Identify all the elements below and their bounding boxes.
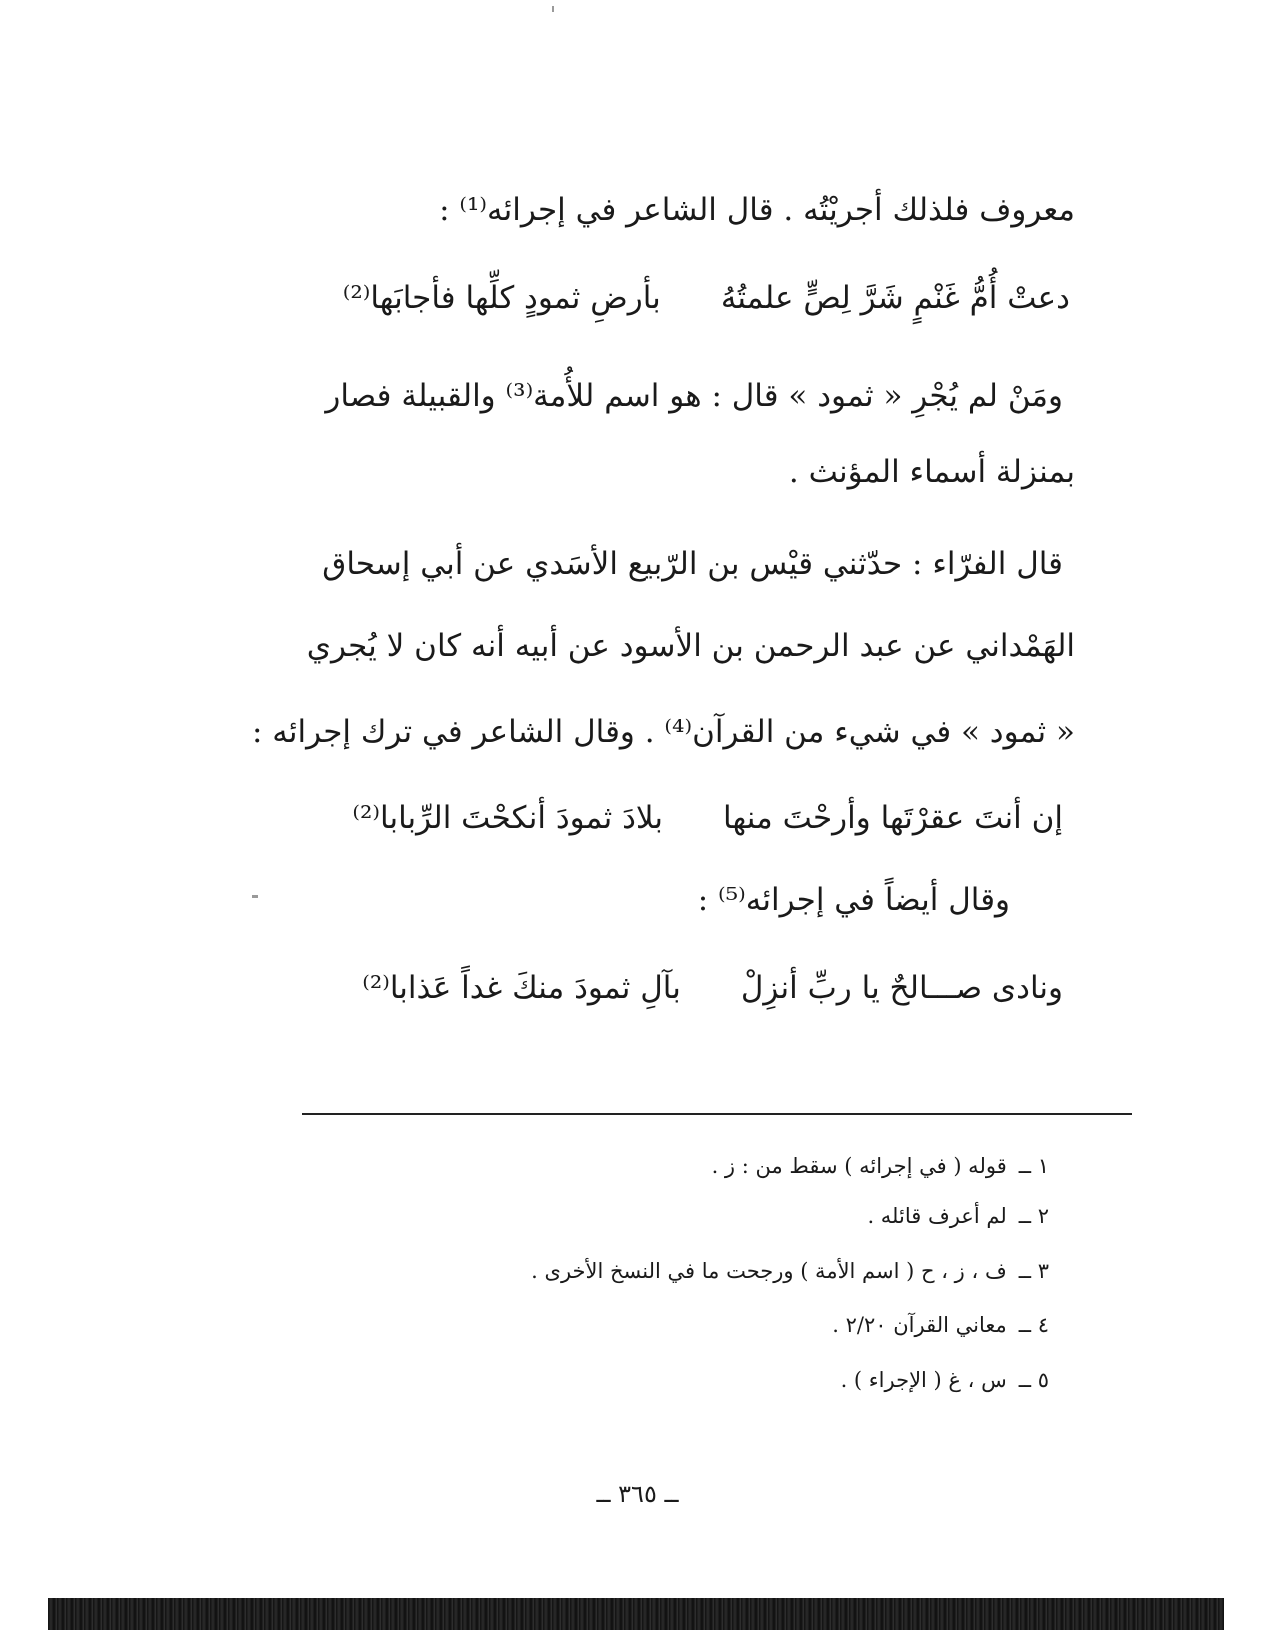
scan-speck <box>252 895 258 898</box>
footnote-1 <box>712 1151 1049 1181</box>
footnote-4 <box>832 1310 1049 1340</box>
scan-speck <box>552 6 554 12</box>
verse-3-second-hemistich: بآلِ ثمودَ منكَ غداً عَذابا⁽²⁾ <box>362 970 681 1006</box>
verse-1-first-hemistich: دعتْ أُمُّ غَنْمٍ شَرَّ لِصٍّ علمتُهُ <box>720 280 1070 316</box>
verse-2-first-hemistich: إن أنتَ عقرْتَها وأرحْتَ منها <box>723 800 1063 836</box>
verse-3-first-hemistich: ونادى صـــالحٌ يا ربِّ أنزِلْ <box>740 970 1063 1006</box>
text-line-4: بمنزلة أسماء المؤنث . <box>788 454 1075 490</box>
text-line-7: « ثمود » في شيء من القرآن⁽⁴⁾ . وقال الشاعر في ترك إجرائه : <box>251 714 1075 750</box>
footnote-text: ف ، ز ، ح ( اسم الأمة ) ورجحت ما في النسخ الأخرى . <box>531 1259 1007 1283</box>
verse-3 <box>362 968 1063 1008</box>
footnote-number: ٢ ــ <box>1018 1204 1049 1228</box>
footnote-text: لم أعرف قائله . <box>867 1204 1007 1228</box>
footnote-number: ٥ ــ <box>1018 1368 1049 1392</box>
verse-1-second-hemistich: بأرضِ ثمودٍ كلِّها فأجابَها⁽²⁾ <box>342 280 661 316</box>
footnote-number: ٣ ــ <box>1018 1259 1049 1283</box>
text-line-9: وقال أيضاً في إجرائه⁽⁵⁾ : <box>697 882 1010 918</box>
footnote-number: ٤ ــ <box>1018 1313 1049 1337</box>
footnote-5 <box>841 1365 1049 1395</box>
scan-edge-bar <box>48 1598 1224 1630</box>
text-line-6: الهَمْداني عن عبد الرحمن بن الأسود عن أبيه أنه كان لا يُجري <box>306 628 1075 664</box>
footnote-text: س ، غ ( الإجراء ) . <box>840 1368 1007 1392</box>
text-line-1: معروف فلذلك أجريْتُه . قال الشاعر في إجرائه⁽¹⁾ : <box>439 192 1075 228</box>
verse-2-second-hemistich: بلادَ ثمودَ أنكحْتَ الرِّبابا⁽²⁾ <box>352 800 664 836</box>
footnote-2 <box>867 1201 1049 1231</box>
verse-1 <box>343 278 1070 318</box>
footnote-number: ١ ــ <box>1018 1154 1049 1178</box>
text-line-3: ومَنْ لم يُجْرِ « ثمود » قال : هو اسم للأُمة⁽³⁾ والقبيلة فصار <box>325 378 1063 414</box>
text-line-5: قال الفرّاء : حدّثني قيْس بن الرّبيع الأسَدي عن أبي إسحاق <box>322 546 1063 582</box>
footnote-separator <box>302 1113 1132 1115</box>
page-number: ــ ٣٦٥ ــ <box>596 1480 679 1508</box>
footnote-text: قوله ( في إجرائه ) سقط من : ز . <box>711 1154 1007 1178</box>
verse-2 <box>352 798 1063 838</box>
footnote-3 <box>531 1256 1049 1286</box>
footnote-text: معاني القرآن ٢/٢٠ . <box>832 1313 1007 1337</box>
